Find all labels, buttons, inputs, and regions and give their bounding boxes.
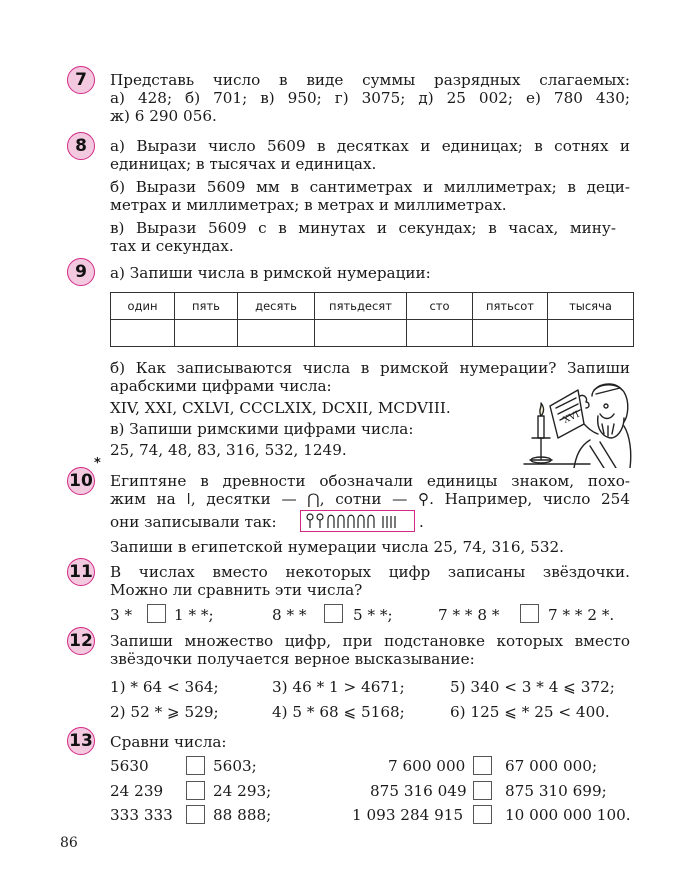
task-12-item-6: 6) 125 ⩽ * 25 < 400. (450, 703, 610, 721)
task-8-line-4: метрах и миллиметрах; в метрах и миллиметрах. (110, 196, 507, 214)
table-answer-cell (175, 320, 238, 347)
task-13-row-1-d: 67 000 000; (505, 757, 598, 775)
task-10-star: * (94, 456, 101, 471)
scholar-illustration (520, 376, 632, 468)
table-answer-cell (315, 320, 407, 347)
compare-box[interactable] (473, 805, 492, 824)
task-number-13: 13 (67, 727, 95, 755)
compare-box[interactable] (473, 756, 492, 775)
task-10-line-2: жим на ǀ, десятки — ⋂, сотни — ⚲. Например, число 254 (110, 490, 630, 508)
task-12-line-1: Запиши множество цифр, при подстановке которых вместо (110, 632, 630, 650)
task-8-line-3: б) Вырази 5609 мм в сантиметрах и миллиметрах; в деци- (110, 178, 630, 196)
task-9-b-line-1: б) Как записываются числа в римской нумерации? Запиши (110, 359, 630, 377)
compare-box[interactable] (186, 781, 205, 800)
task-12-line-2: звёздочки получается верное высказывание: (110, 650, 475, 668)
egyptian-number-254-box (300, 510, 415, 532)
task-9-a: а) Запиши числа в римской нумерации: (110, 264, 431, 282)
task-number-10: 10 (67, 467, 95, 495)
task-13-row-1-a: 5630 (110, 757, 149, 775)
task-11-pair-3-left: 7 * * 8 * (438, 606, 500, 624)
task-13-row-2-c: 875 316 049 (370, 782, 467, 800)
task-8-line-5: в) Вырази 5609 с в минутах и секундах; в часах, мину- (110, 219, 616, 237)
compare-box[interactable] (186, 805, 205, 824)
svg-text:XVI: XVI (561, 409, 582, 426)
compare-box[interactable] (473, 781, 492, 800)
task-13-row-3-b: 88 888; (213, 806, 272, 824)
task-7-line-2: а) 428; б) 701; в) 950; г) 3075; д) 25 002; е) 780 430; (110, 89, 630, 107)
task-10-line-4: Запиши в египетской нумерации числа 25, 74, 316, 532. (110, 538, 564, 556)
roman-table-answer-row (111, 320, 634, 347)
task-11-line-1: В числах вместо некоторых цифр записаны звёздочки. (110, 563, 630, 581)
task-7-line-3: ж) 6 290 056. (110, 107, 217, 125)
task-12-item-1: 1) * 64 < 364; (110, 678, 219, 696)
task-9-b-line-2: арабскими цифрами числа: (110, 377, 332, 395)
table-header-cell: пятьдесят (315, 293, 407, 320)
task-number-8: 8 (67, 132, 95, 160)
compare-box[interactable] (324, 604, 343, 623)
compare-box[interactable] (186, 756, 205, 775)
roman-table-header-row (111, 293, 634, 320)
task-13-row-1-b: 5603; (213, 757, 257, 775)
table-header-cell: сто (407, 293, 473, 320)
task-12-item-2: 2) 52 * ⩾ 529; (110, 703, 219, 721)
task-13-row-2-b: 24 293; (213, 782, 272, 800)
task-10-line-3: они записывали так: (110, 513, 277, 531)
task-11-pair-2-left: 8 * * (272, 606, 307, 624)
task-12-item-4: 4) 5 * 68 ⩽ 5168; (272, 703, 405, 721)
compare-box[interactable] (147, 604, 166, 623)
page-number: 86 (60, 835, 78, 851)
task-12-item-5: 5) 340 < 3 * 4 ⩽ 372; (450, 678, 615, 696)
task-9-c-line-1: в) Запиши римскими цифрами числа: (110, 420, 414, 438)
task-13-row-3-c: 1 093 284 915 (352, 806, 464, 824)
compare-box[interactable] (520, 604, 539, 623)
task-9-b-line-3: XIV, XXI, CXLVI, CCCLXIX, DCXII, MCDVIII. (110, 399, 451, 417)
table-answer-cell (473, 320, 548, 347)
task-13-row-2-a: 24 239 (110, 782, 164, 800)
task-number-11: 11 (67, 558, 95, 586)
task-11-pair-3-right: 7 * * 2 *. (548, 606, 615, 624)
task-11-pair-1-right: 1 * *; (174, 606, 214, 624)
task-13-row-3-a: 333 333 (110, 806, 173, 824)
task-number-7: 7 (67, 66, 95, 94)
roman-table (110, 292, 634, 347)
task-8-line-6: тах и секундах. (110, 237, 234, 255)
task-8-line-1: а) Вырази число 5609 в десятках и единицах; в сотнях и (110, 137, 630, 155)
table-answer-cell (238, 320, 315, 347)
task-7-line-1: Представь число в виде суммы разрядных слагаемых: (110, 71, 630, 89)
table-header-cell: тысяча (548, 293, 634, 320)
task-11-line-2: Можно ли сравнить эти числа? (110, 581, 363, 599)
table-answer-cell (548, 320, 634, 347)
task-12-item-3: 3) 46 * 1 > 4671; (272, 678, 405, 696)
task-9-c-line-2: 25, 74, 48, 83, 316, 532, 1249. (110, 441, 347, 459)
task-10-line-1: Египтяне в древности обозначали единицы знаком, похо- (110, 472, 630, 490)
table-header-cell: один (111, 293, 175, 320)
table-answer-cell (407, 320, 473, 347)
task-8-line-2: единицах; в тысячах и единицах. (110, 155, 377, 173)
table-header-cell: пятьсот (473, 293, 548, 320)
task-13-row-2-d: 875 310 699; (505, 782, 607, 800)
task-13-row-1-c: 7 600 000 (388, 757, 466, 775)
task-number-9: 9 (67, 258, 95, 286)
egyptian-numerals-icon (301, 511, 413, 531)
table-answer-cell (111, 320, 175, 347)
task-13-row-3-d: 10 000 000 100. (505, 806, 631, 824)
task-13-title: Сравни числа: (110, 733, 227, 751)
task-number-12: 12 (67, 627, 95, 655)
table-header-cell: десять (238, 293, 315, 320)
table-header-cell: пять (175, 293, 238, 320)
task-10-line-3-end: . (419, 513, 424, 531)
task-11-pair-2-right: 5 * *; (353, 606, 393, 624)
task-11-pair-1-left: 3 * (110, 606, 133, 624)
